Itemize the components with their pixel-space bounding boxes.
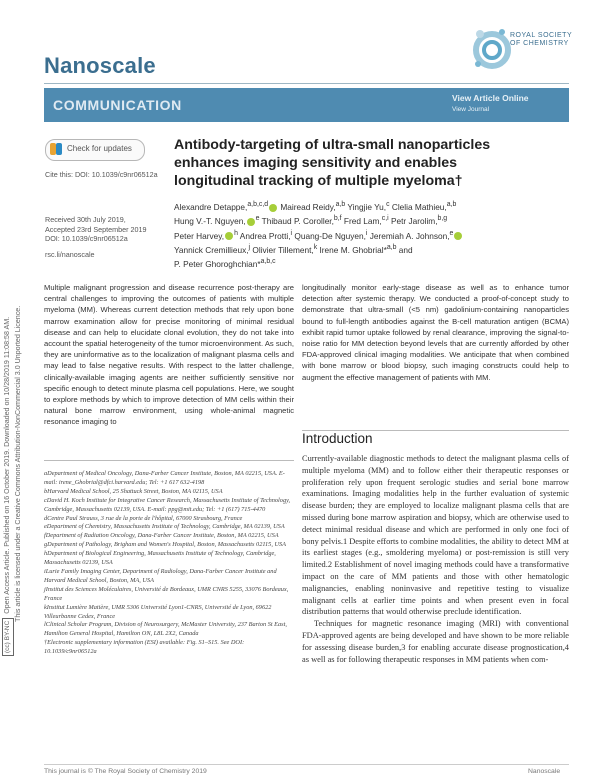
view-article-online-link[interactable]: View Article Online: [452, 93, 529, 103]
cite-doi: Cite this: DOI: 10.1039/c9nr06512a: [45, 170, 158, 179]
affiliation: bHarvard Medical School, 25 Shattuck Street, Boston, MA 02115, USA: [44, 487, 223, 495]
orcid-icon[interactable]: [269, 204, 277, 212]
affiliation: fDepartment of Radiation Oncology, Dana-Farber Cancer Institute, Boston, MA 02215, USA: [44, 532, 279, 540]
article-type: COMMUNICATION: [53, 97, 182, 113]
article-title: Antibody-targeting of ultra-small nanoparticles enhances imaging sensitivity and enables longitudinal tracking of multiple myeloma†: [174, 137, 491, 189]
rsc-logo-icon: [470, 20, 580, 80]
affiliation: iLurie Family Imaging Center, Department of Radiology, Dana-Farber Cancer Institute and Harvard Medical School, Boston, MA, USA: [44, 567, 277, 584]
esi-note: †Electronic supplementary information (ESI) available: Fig. S1–S15. See DOI: 10.1039/c9nr06512a: [44, 639, 245, 656]
publisher-name: ROYAL SOCIETY OF CHEMISTRY: [510, 32, 573, 47]
intro-paragraph: Currently-available diagnostic methods to detect the malignant plasma cells of multiple myeloma (MM) and to follow either their therapeutic responses or proliferation rely upon frequent serologic studies and serial bone marrow examinations. Imaging modalities help in the further evaluation of systemic disease burden; they are employed to localize malignant plasma cells that are missed during bone marrow aspiration and biopsy, which are otherwise used to detect minimal residual disease and which are performed in only one foci of bony pelvis.1 Despite efforts to combine modalities, the ability to detect MM at its earliest stages (e.g., smoldering myeloma) or post-remission is still very limited.2 Establishment of novel imaging methods could have a transformative impact on the care of MM patients and those with other hematologic malignancies, enabling noninvasive and repetitive testing to visualize malignant cells at earlier time points and when present even in focal distribution patterns that would otherwise preclude identification.: [302, 454, 569, 617]
author-list: Alexandre Detappe,$^{a,b,c,d}$ Mairead Reidy,$^{a,b}$ Yingjie Yu,$^c$ Clelia Mathieu,$^{a,b}$ Hung V.-T. Nguyen, $^e$ Thibaud P. Coroller,$^{b,f}$ Fred Lam,$^{c,i}$ Petr Jarolim,$^{b,g}$ Peter Harvey, $^h$ Andrea Protti,$^i$ Quang-De Nguyen,$^i$ Jeremiah A. Johnson,$^e$ Yannick Cremillieux,$^j$ Olivier Tillement,$^k$ Irene M. Ghobrial*$^{a,b}$ and P. Peter Ghoroghchian*$^{a,b,c}$: [174, 199, 514, 270]
rsc-link[interactable]: rsc.li/nanoscale: [45, 250, 95, 259]
affiliation: aDepartment of Medical Oncology, Dana-Farber Cancer Institute, Boston, MA 02215, USA. E-mail: irene_Ghobrial@dfci.harvard.edu; Tel: +1 617 632-4198: [44, 470, 285, 486]
check-updates-icon: [49, 142, 63, 156]
intro-heading: Introduction: [302, 431, 373, 446]
abstract-left: Multiple malignant progression and disease recurrence post-therapy are central challenges to improving the outcomes of patients with multiple myeloma (MM). Whereas current detection methods that rely upon bone marrow examination allow for precise monitoring of minimal residual disease and can help to elucidate clonal evolution, they do not take into account the spatial heterogeneity of the tumor microenvironment. As such, they are uninformative as to the localization of malignant plasma cells and may lead to false negative results. With respect to the latter challenge, clinically-available imaging agents are neither sufficiently sensitive nor specific enough to detect minute plasma cell populations. Here, we sought to explore methods by which to improve detection of MM cells within their natural bone marrow environment, using whole-animal magnetic resonance imaging to: [44, 283, 294, 427]
intro-body: [302, 453, 569, 665]
license-line-2[interactable]: This article is licensed under a Creative Commons Attribution-NonCommercial 3.0 Unported Licence.: [13, 305, 22, 622]
received-dates: Received 30th July 2019, Accepted 23rd September 2019: [45, 215, 147, 234]
license-sidebar: [2, 96, 22, 656]
orcid-icon[interactable]: [225, 232, 233, 240]
footer-journal: Nanoscale: [528, 768, 561, 775]
footer-divider: [44, 764, 569, 765]
abstract-right: longitudinally monitor early-stage disease as well as to enhance tumor detection after systemic therapy. We conducted a proof-of-concept study to demonstrate that ultra-small (<5 nm) gadolinium-containing nanoparticles bound to full-length antibodies against the B-cell maturation antigen (BCMA) exhibit rapid tumor uptake followed by renal clearance, improving the signal-to-noise ratio for MM detection beyond levels that are currently afforded by other FDA-approved clinical imaging modalities. We anticipate that when combined with bone marrow or blood biopsy, such imaging constructs could help to augment the effective management of patients with MM.: [302, 283, 569, 382]
orcid-icon[interactable]: [454, 232, 462, 240]
affiliation: kInstitut Lumière Matière, UMR 5306 Université Lyon1-CNRS, Université de Lyon, 69622 Villeurbanne Cedex, France: [44, 603, 272, 620]
check-for-updates-label[interactable]: Check for updates: [67, 144, 132, 153]
affiliation: dCentre Paul Strauss, 3 rue de la porte de l'hôpital, 67000 Strasbourg, France: [44, 514, 243, 522]
affiliation: lClinical Scholar Program, Division of Neurosurgery, McMaster University, 237 Barton St East, Hamilton General Hospital, Hamilton ON, L8L 2X2, Canada: [44, 621, 287, 638]
affiliation: hDepartment of Biological Engineering, Massachusetts Institute of Technology, Cambridge, Massachusetts 02139, USA: [44, 550, 276, 567]
affiliation: cDavid H. Koch Institute for Integrative Cancer Research, Massachusetts Institute of Technology, Cambridge, Massachusetts 02139, USA. E-mail: ppg@mit.edu; Tel: +1 (617) 715-4470: [44, 496, 291, 513]
license-line-1: Open Access Article. Published on 16 October 2019. Downloaded on 10/28/2019 11:08:58 AM.: [3, 316, 11, 614]
view-journal-link[interactable]: View Journal: [452, 106, 490, 113]
header-divider: [44, 83, 569, 84]
affiliation: eDepartment of Chemistry, Massachusetts Institute of Technology, Cambridge, MA 02139, USA: [44, 523, 285, 531]
orcid-icon[interactable]: [247, 218, 255, 226]
affiliation-divider: [44, 460, 294, 461]
cc-license-badge[interactable]: (cc) BY-NC: [2, 618, 14, 656]
article-doi: DOI: 10.1039/c9nr06512a rsc.li/nanoscale: [45, 234, 128, 259]
affiliation: gDepartment of Pathology, Brigham and Women's Hospital, Boston, Massachusetts 02115, USA: [44, 541, 287, 549]
affiliations: [44, 470, 294, 657]
journal-title: Nanoscale: [44, 53, 156, 78]
intro-paragraph: Techniques for magnetic resonance imaging (MRI) with conventional FDA-approved agents are being developed and have shown to be more reliable for assessing disease burden,3 for enabling accurate disease prognostication,4 as well as for following therapeutic responses in MM patients when com-: [302, 619, 569, 664]
footer-copyright: This journal is © The Royal Society of Chemistry 2019: [44, 768, 207, 775]
affiliation: jInstitut des Sciences Moléculaires, Université de Bordeaux, UMR CNRS 5255, 33076 Bordeaux, France: [44, 585, 289, 602]
